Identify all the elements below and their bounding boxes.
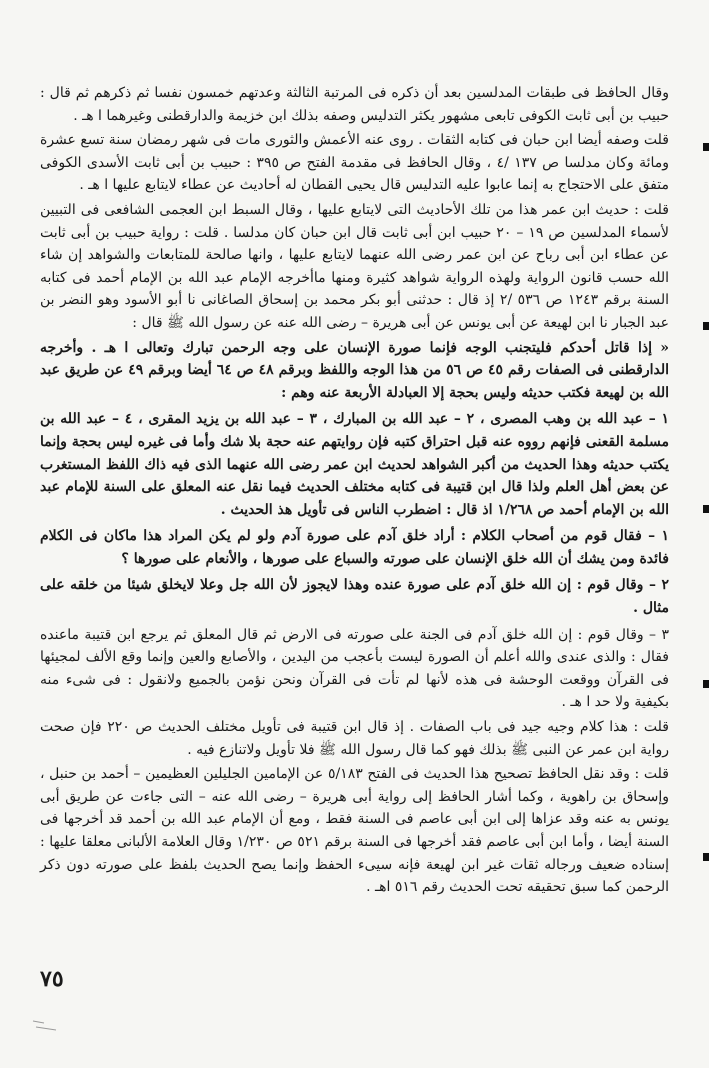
margin-mark-icon	[703, 505, 709, 513]
paragraph-opinion-two: ٢ – وقال قوم : إن الله خلق آدم على صورة عنده وهذا لايجوز لأن الله جل وعلا لايخلق شيئا من خلقه على مثال .	[40, 577, 669, 617]
margin-mark-icon	[703, 680, 709, 688]
margin-mark-icon	[703, 143, 709, 151]
page-body	[40, 82, 669, 901]
scan-smudge-icon	[32, 1018, 58, 1032]
paragraph-ibn-umar-hadith: قلت : حديث ابن عمر هذا من تلك الأحاديث التى لايتابع عليها ، وقال السبط ابن العجمى الشافعى فى التبيين لأسماء المدلسين ص ١٩ – ٢٠ حبيب ابن أبى ثابت قال ابن حبان كان مدلسا . قلت : رواية حبيب بن أبى ثابت عن عطاء ابن أبى رباح عن ابن عمر رضى الله عنهما لايتابع عليها ، وانها صالحة للمتابعات والشواهد إن شاء الله حسب قانون الرواية ولهذه الرواية شواهد كثيرة ومنها ماأخرجه الإمام عبد الله بن الإمام أحمد فى كتابه السنة برقم ١٢٤٣ ص ٥٣٦ /٢ إذ قال : حدثنى أبو بكر محمد بن إسحاق الصاغانى نا أبو الأسود وهو النضر بن عبد الجبار نا ابن لهيعة عن أبى يونس عن أبى هريرة – رضى الله عنه عن رسول الله ﷺ قال :	[40, 201, 670, 331]
paragraph-fath-tashih: قلت : وقد نقل الحافظ تصحيح هذا الحديث فى الفتح ٥/١٨٣ عن الإمامين الجليلين العظيمين – أحمد بن حنبل ، وإسحاق بن راهوية ، وكما أشار الحافظ إلى رواية أبى هريرة – رضى الله عنه – التى جاءت عن طريق أبى يونس به عنه وقد عزاها إلى ابن أبى عاصم فى السنة فقط ، ومع أن الإمام عبد الله بن أحمد قد أخرجها فى السنة أيضا ، وأما ابن أبى عاصم فقد أخرجها فى السنة برقم ٥٢١ ص ١/٢٣٠ وقال العلامة الألبانى معلقا عليها : إسناده ضعيف ورجاله ثقات غير ابن لهيعة فإنه سيىء الحفظ وإنما يصح الحديث بلفظ على صورته دون ذكر الرحمن كما سبق تحقيقه تحت الحديث رقم ٥١٦ اهـ .	[40, 766, 669, 896]
paragraph-opinion-one: ١ – فقال قوم من أصحاب الكلام : أراد خلق آدم على صورة آدم ولو لم يكن المراد هذا ماكان فى الكلام فائدة ومن يشك أن الله خلق الإنسان على صورته والسباع على صورها ، والأنعام على صورها ؟	[40, 528, 669, 567]
paragraph-opinion-three: ٣ – وقال قوم : إن الله خلق آدم فى الجنة على صورته فى الارض ثم قال المعلق ثم يرجع ابن قتيبة ماعنده فقال : والذى عندى والله أعلم أن الصورة ليست بأعجب من اليدين ، والأصابع والعين وإنما وقع الألف لمجيئها فى القرآن ووقعت الوحشة فى هذه لأنها لم تأت فى القرآن ونحن نؤمن بالجميع ولانقول : فى شىء منه بكيفية ولا حد ا هـ .	[40, 626, 669, 711]
paragraph-ibn-hibban-thiqat: قلت وصفه أيضا ابن حبان فى كتابه الثقات . روى عنه الأعمش والثورى مات فى شهر رمضان سنة تسع عشرة ومائة وكان مدلسا ص ١٣٧ /٤ ، وقال الحافظ فى مقدمة الفتح ص ٣٩٥ : حبيب بن أبى ثابت الأسدى الكوفى متفق على الاحتجاج به إنما عابوا عليه التدليس قال يحيى القطان له أحاديث عن عطاء لايتابع عليها ا هـ .	[40, 132, 670, 194]
margin-mark-icon	[703, 853, 709, 861]
paragraph-tabaqat-mudallisin: وقال الحافظ فى طبقات المدلسين بعد أن ذكره فى المرتبة الثالثة وعدتهم خمسون نفسا ثم ذكرهم ثم قال : حبيب بن أبى ثابت الكوفى تابعى مشهور يكثر التدليس وصفه بذلك ابن خزيمة والدارقطنى وغيرهما ا هـ .	[40, 85, 669, 124]
page-number: ٧٥	[40, 966, 64, 992]
paragraph-daraqutni-sifat: « إذا قاتل أحدكم فليتجنب الوجه فإنما صورة الإنسان على وجه الرحمن تبارك وتعالى ا هـ . وأخرجه الدارقطنى فى الصفات رقم ٤٥ ص ٥٦ من هذا الوجه واللفظ وبرقم ٤٨ ص ٦٤ أيضا وبرقم ٤٩ عن طريق عبد الله بن لهيعة فكتب حديثه وليس بحجة إلا العبادلة الأربعة عنه وهم :	[40, 339, 669, 401]
paragraph-abadila-list: ١ – عبد الله بن وهب المصرى ، ٢ – عبد الله بن المبارك ، ٣ – عبد الله بن يزيد المقرى ، ٤ – عبد الله بن مسلمة القعنى فإنهم رووه عنه قبل احتراق كتبه فإن روايتهم عنه حجة بلا شك وأما فى غيره ليس بحجة وإنما يكتب حديثه وهذا الحديث من أكبر الشواهد لحديث ابن عمر رضى الله عنهما الذى فيه ذاك اللفظ المستغرب عن بعض أهل العلم ولذا قال ابن قتيبة فى كتابه مختلف الحديث فيما نقل عنه المعلق على السنة للإمام عبد الله بن الإمام أحمد ص ١/٢٦٨ اذ قال : اضطرب الناس فى تأويل هذ الحديث .	[40, 411, 670, 518]
paragraph-wajih-comment: قلت : هذا كلام وجيه جيد فى باب الصفات . إذ قال ابن قتيبة فى تأويل مختلف الحديث ص ٢٢٠ فإن صحت رواية ابن عمر عن النبى ﷺ بذلك فهو كما قال رسول الله ﷺ فلا تأويل ولاتنازع فيه .	[40, 719, 669, 758]
margin-mark-icon	[703, 322, 709, 330]
